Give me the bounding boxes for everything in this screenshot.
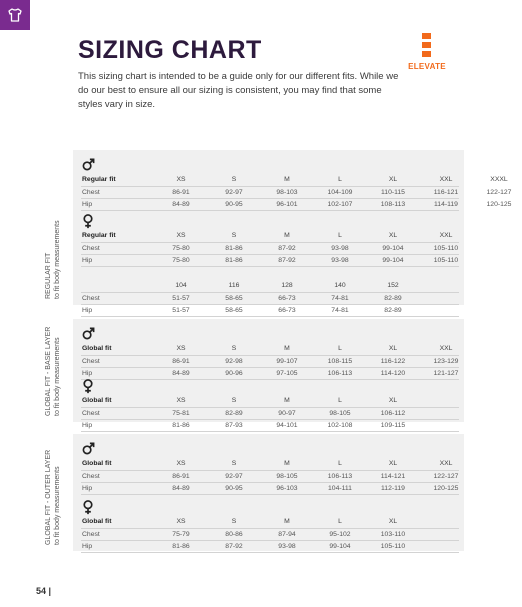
measurement-value: 108-113 [380,201,406,208]
measurement-value: 81-86 [225,245,243,252]
size-label: XL [388,232,398,239]
measurement-value: 82-89 [384,307,402,314]
measurement-value: 84-89 [172,201,190,208]
measurement-value: 121-127 [433,370,459,377]
measurement-value: 86-91 [172,358,190,365]
measurement-value: 103-110 [380,531,406,538]
measurement-value: 98-105 [276,473,298,480]
measurement-value: 109-115 [380,422,406,429]
size-label: XXL [439,460,453,467]
measurement-value: 122-127 [433,473,459,480]
measurement-value: 98-105 [329,410,351,417]
measurement-value: 99-104 [382,245,404,252]
size-label: XS [176,176,186,183]
size-label: XXL [439,345,453,352]
size-header-row [73,280,464,292]
size-label: XL [388,397,398,404]
measurement-value: 84-89 [172,485,190,492]
row-divider [81,210,459,211]
corner-tab [0,0,30,30]
measurement-value: 93-98 [331,245,349,252]
measurement-value: 82-89 [384,295,402,302]
measurement-value: 75-80 [172,257,190,264]
measurement-value: 114-120 [380,370,406,377]
section-side-label [44,319,74,422]
row-divider [81,266,459,267]
size-label: L [338,345,342,352]
measurement-value: 114-119 [434,201,458,208]
size-label: XL [388,176,398,183]
row-divider [81,316,459,317]
fit-name: Global fit [82,345,112,352]
section-fit-note: to fit body measurements [54,220,61,299]
section-fit-note: to fit body measurements [54,337,61,416]
size-label: XL [388,460,398,467]
size-label: S [231,397,237,404]
measurement-value: 75-81 [172,410,190,417]
measurement-value: 93-98 [331,257,349,264]
measurement-value: 90-96 [225,370,243,377]
size-header-row [73,395,464,407]
size-label: XS [176,518,186,525]
measurement-value: 92-98 [225,358,243,365]
measurement-value: 122-127 [486,189,512,196]
measurement-value: 106-113 [327,370,353,377]
size-label: XS [176,345,186,352]
measurement-label: Chest [82,245,100,252]
measurement-label: Chest [82,295,100,302]
measurement-value: 94-101 [276,422,298,429]
measurement-value: 96-101 [276,201,298,208]
size-label: M [284,518,290,525]
size-label: 116 [228,282,240,289]
size-label: L [338,232,342,239]
measurement-value: 99-107 [276,358,298,365]
size-header-row [73,516,464,528]
measurement-value: 58-65 [225,307,243,314]
size-label: S [231,460,237,467]
size-label: 152 [387,282,399,289]
measurement-value: 81-86 [172,543,190,550]
measurement-value: 105-110 [433,257,459,264]
measurement-label: Hip [82,485,93,492]
measurement-value: 96-103 [276,485,298,492]
logo-text: ELEVATE [408,62,446,71]
size-label: XS [176,397,186,404]
measurement-value: 106-112 [380,410,406,417]
measurement-value: 104-111 [328,485,352,492]
fit-name: Global fit [82,518,112,525]
measurement-value: 90-95 [225,201,243,208]
size-header-row [73,458,464,470]
size-header-row [73,343,464,355]
fit-name: Regular fit [82,176,116,183]
size-label: S [231,345,237,352]
measurement-value: 74-81 [331,295,349,302]
measurement-value: 75-79 [172,531,190,538]
measurement-value: 86-91 [172,189,190,196]
size-label: M [284,176,290,183]
measurement-value: 82-89 [225,410,243,417]
row-divider [81,379,459,380]
measurement-value: 102-108 [327,422,353,429]
size-header-row [73,174,508,186]
measurement-value: 90-95 [225,485,243,492]
measurement-value: 120-125 [433,485,459,492]
page-title: SIZING CHART [78,36,262,64]
measurement-value: 92-97 [225,189,243,196]
size-label: L [338,176,342,183]
size-label: 128 [281,282,293,289]
size-label: S [231,176,237,183]
size-label: XL [388,345,398,352]
measurement-label: Hip [82,257,93,264]
size-label: 104 [175,282,187,289]
fit-name: Global fit [82,460,112,467]
measurement-value: 51-57 [172,295,190,302]
measurement-label: Hip [82,201,93,208]
measurement-value: 66-73 [278,307,296,314]
size-label: XS [176,232,186,239]
measurement-value: 108-115 [327,358,353,365]
size-label: L [338,460,342,467]
measurement-value: 51-57 [172,307,190,314]
size-section-panel [73,434,464,551]
section-side-label [44,434,74,551]
measurement-label: Chest [82,189,100,196]
size-label: 140 [334,282,346,289]
row-divider [81,494,459,495]
measurement-label: Chest [82,410,100,417]
measurement-value: 87-92 [278,257,296,264]
measurement-label: Hip [82,543,93,550]
measurement-value: 58-65 [225,295,243,302]
measurement-value: 80-86 [225,531,243,538]
size-label: XL [388,518,398,525]
measurement-value: 120-125 [486,201,512,208]
size-label: M [284,460,290,467]
intro-text: This sizing chart is intended to be a guide only for our different fits. While we do our best to ensure all our sizing is consistent, you may find that some styles vary in size. [78,71,399,110]
measurement-value: 104-109 [327,189,353,196]
measurement-value: 86-91 [172,473,190,480]
measurement-value: 87-93 [225,422,243,429]
measurement-value: 81-86 [172,422,190,429]
measurement-value: 97-105 [276,370,298,377]
measurement-value: 116-121 [433,189,459,196]
measurement-value: 106-113 [327,473,353,480]
size-header-row [73,230,464,242]
measurement-value: 105-110 [380,543,406,550]
measurement-value: 66-73 [278,295,296,302]
measurement-value: 87-94 [278,531,296,538]
measurement-value: 99-104 [329,543,351,550]
size-label: S [231,232,237,239]
measurement-value: 92-97 [225,473,243,480]
measurement-value: 123-129 [433,358,459,365]
fit-name: Global fit [82,397,112,404]
size-label: XXL [439,176,453,183]
size-section-panel [73,319,464,429]
measurement-value: 87-92 [278,245,296,252]
size-label: XXL [439,232,453,239]
size-section-panel [73,150,512,314]
measurement-value: 95-102 [329,531,351,538]
measurement-value: 98-103 [276,189,298,196]
measurement-label: Chest [82,473,100,480]
row-divider [81,552,459,553]
row-divider [81,431,459,432]
measurement-value: 99-104 [382,257,404,264]
measurement-label: Hip [82,307,93,314]
measurement-value: 87-92 [225,543,243,550]
measurement-value: 81-86 [225,257,243,264]
measurement-label: Chest [82,358,100,365]
size-label: XS [176,460,186,467]
size-label: S [231,518,237,525]
measurement-value: 110-115 [381,189,405,196]
section-fit-name: GLOBAL FIT - OUTER LAYER [45,449,52,545]
size-label: XXXL [490,176,508,183]
size-label: L [338,397,342,404]
section-side-label [44,150,74,305]
size-label: M [284,345,290,352]
measurement-value: 105-110 [433,245,459,252]
elevate-logo [404,33,450,73]
measurement-value: 93-98 [278,543,296,550]
measurement-label: Chest [82,531,100,538]
measurement-value: 112-119 [381,485,405,492]
size-label: M [284,232,290,239]
measurement-value: 74-81 [331,307,349,314]
measurement-label: Hip [82,370,93,377]
measurement-value: 75-80 [172,245,190,252]
fit-name: Regular fit [82,232,116,239]
section-fit-name: REGULAR FIT [45,252,52,299]
measurement-label: Hip [82,422,93,429]
page-number: 54 | [36,586,52,596]
measurement-value: 84-89 [172,370,190,377]
section-fit-name: GLOBAL FIT - BASE LAYER [45,326,52,416]
section-fit-note: to fit body measurements [54,466,61,545]
measurement-value: 114-121 [380,473,406,480]
measurement-value: 102-107 [327,201,353,208]
measurement-value: 90-97 [278,410,296,417]
shirt-icon [7,7,23,23]
size-label: L [338,518,342,525]
measurement-value: 116-122 [380,358,406,365]
size-label: M [284,397,290,404]
